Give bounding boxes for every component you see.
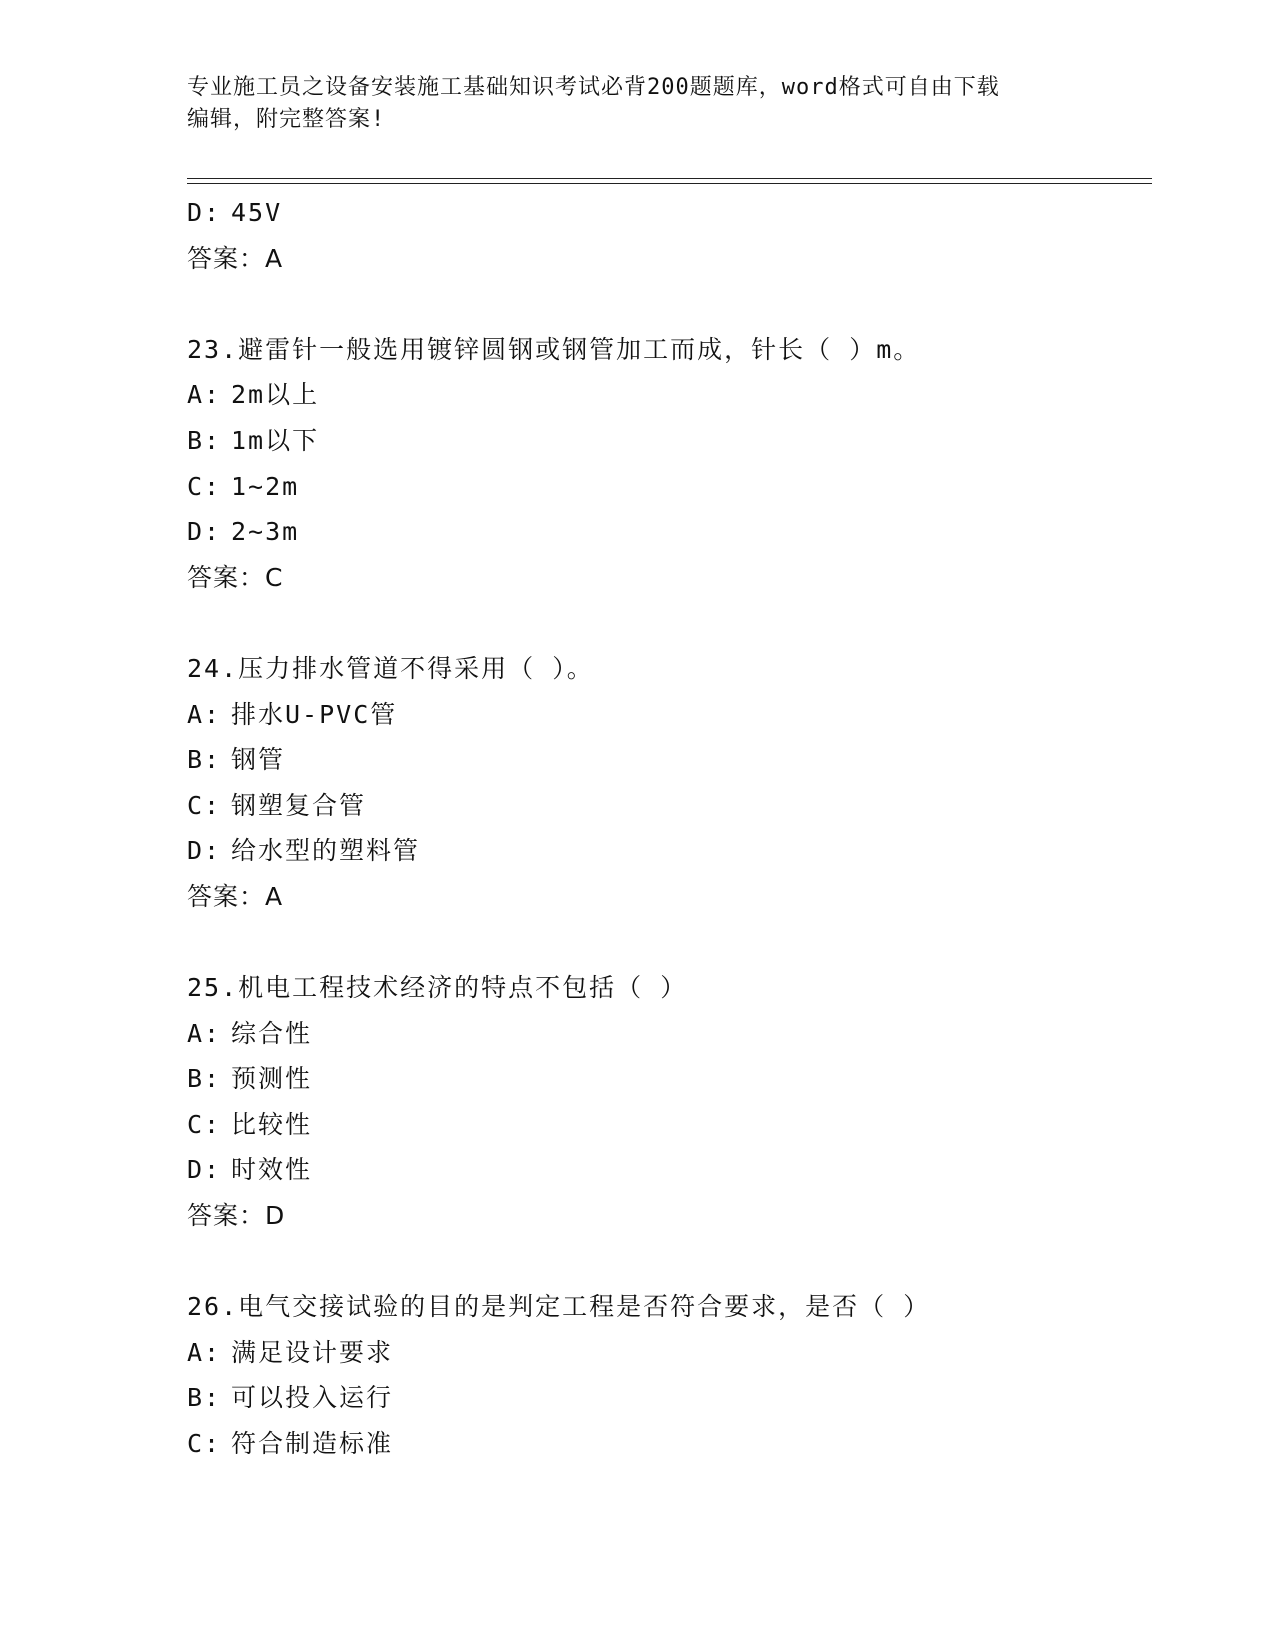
option-c <box>187 464 1152 510</box>
option-label: D: <box>187 1155 222 1185</box>
option-d <box>187 509 1152 555</box>
option-text: 排水U-PVC管 <box>231 699 398 729</box>
option-label: D: <box>187 517 222 547</box>
option-b <box>187 418 1152 464</box>
option-text: 2m以上 <box>231 380 320 410</box>
option-b <box>187 1056 1152 1102</box>
option-b <box>187 737 1152 783</box>
document-header <box>187 72 1087 136</box>
option-label: D: <box>187 198 222 227</box>
option-text: 预测性 <box>231 1064 313 1094</box>
option-d <box>187 1147 1152 1193</box>
option-text: 1m以下 <box>231 425 320 455</box>
option-label: B: <box>187 745 222 775</box>
option-c <box>187 1421 1152 1467</box>
header-divider-bottom <box>187 183 1152 184</box>
question-25 <box>187 965 1152 1239</box>
question-stem: 25.机电工程技术经济的特点不包括（ ） <box>187 973 688 1003</box>
option-text: 时效性 <box>231 1155 313 1185</box>
option-text: 给水型的塑料管 <box>231 836 421 866</box>
option-label: B: <box>187 425 222 455</box>
question-26 <box>187 1284 1152 1466</box>
answer-line: 答案：C <box>187 562 284 592</box>
option-c <box>187 783 1152 829</box>
option-label: B: <box>187 1064 222 1094</box>
option-label: C: <box>187 1429 222 1459</box>
option-label: A: <box>187 380 222 410</box>
question-list <box>187 190 1152 1467</box>
option-a <box>187 372 1152 418</box>
option-text: 钢管 <box>231 745 286 775</box>
answer-line: 答案：A <box>187 881 284 911</box>
header-title-line-2: 编辑，附完整答案! <box>187 107 386 132</box>
option-label: A: <box>187 1337 222 1367</box>
option-text: 1~2m <box>231 471 300 501</box>
option-label: A: <box>187 1018 222 1048</box>
option-text: 钢塑复合管 <box>231 790 367 820</box>
question-stem: 24.压力排水管道不得采用（ ）。 <box>187 653 594 683</box>
option-d <box>187 190 1152 236</box>
option-text: 符合制造标准 <box>231 1429 394 1459</box>
option-a <box>187 1011 1152 1057</box>
option-text: 综合性 <box>231 1018 313 1048</box>
answer-line: 答案：A <box>187 243 284 273</box>
option-label: C: <box>187 790 222 820</box>
option-label: A: <box>187 699 222 729</box>
option-a <box>187 692 1152 738</box>
option-label: B: <box>187 1383 222 1413</box>
option-text: 比较性 <box>231 1109 313 1139</box>
header-divider-top <box>187 178 1152 179</box>
option-label: D: <box>187 836 222 866</box>
option-label: C: <box>187 1109 222 1139</box>
option-text: 45V <box>231 198 283 227</box>
question-stem: 23.避雷针一般选用镀锌圆钢或钢管加工而成，针长（ ）m。 <box>187 334 921 364</box>
option-a <box>187 1330 1152 1376</box>
option-b <box>187 1375 1152 1421</box>
header-title-line-1: 专业施工员之设备安装施工基础知识考试必背200题题库，word格式可自由下载 <box>187 75 1000 100</box>
option-text: 可以投入运行 <box>231 1383 394 1413</box>
answer-line: 答案：D <box>187 1201 286 1231</box>
question-24 <box>187 646 1152 920</box>
option-label: C: <box>187 471 222 501</box>
option-d <box>187 828 1152 874</box>
option-text: 2~3m <box>231 517 300 547</box>
option-text: 满足设计要求 <box>231 1337 394 1367</box>
question-stem: 26.电气交接试验的目的是判定工程是否符合要求，是否（ ） <box>187 1292 931 1322</box>
option-c <box>187 1102 1152 1148</box>
question-23 <box>187 327 1152 601</box>
